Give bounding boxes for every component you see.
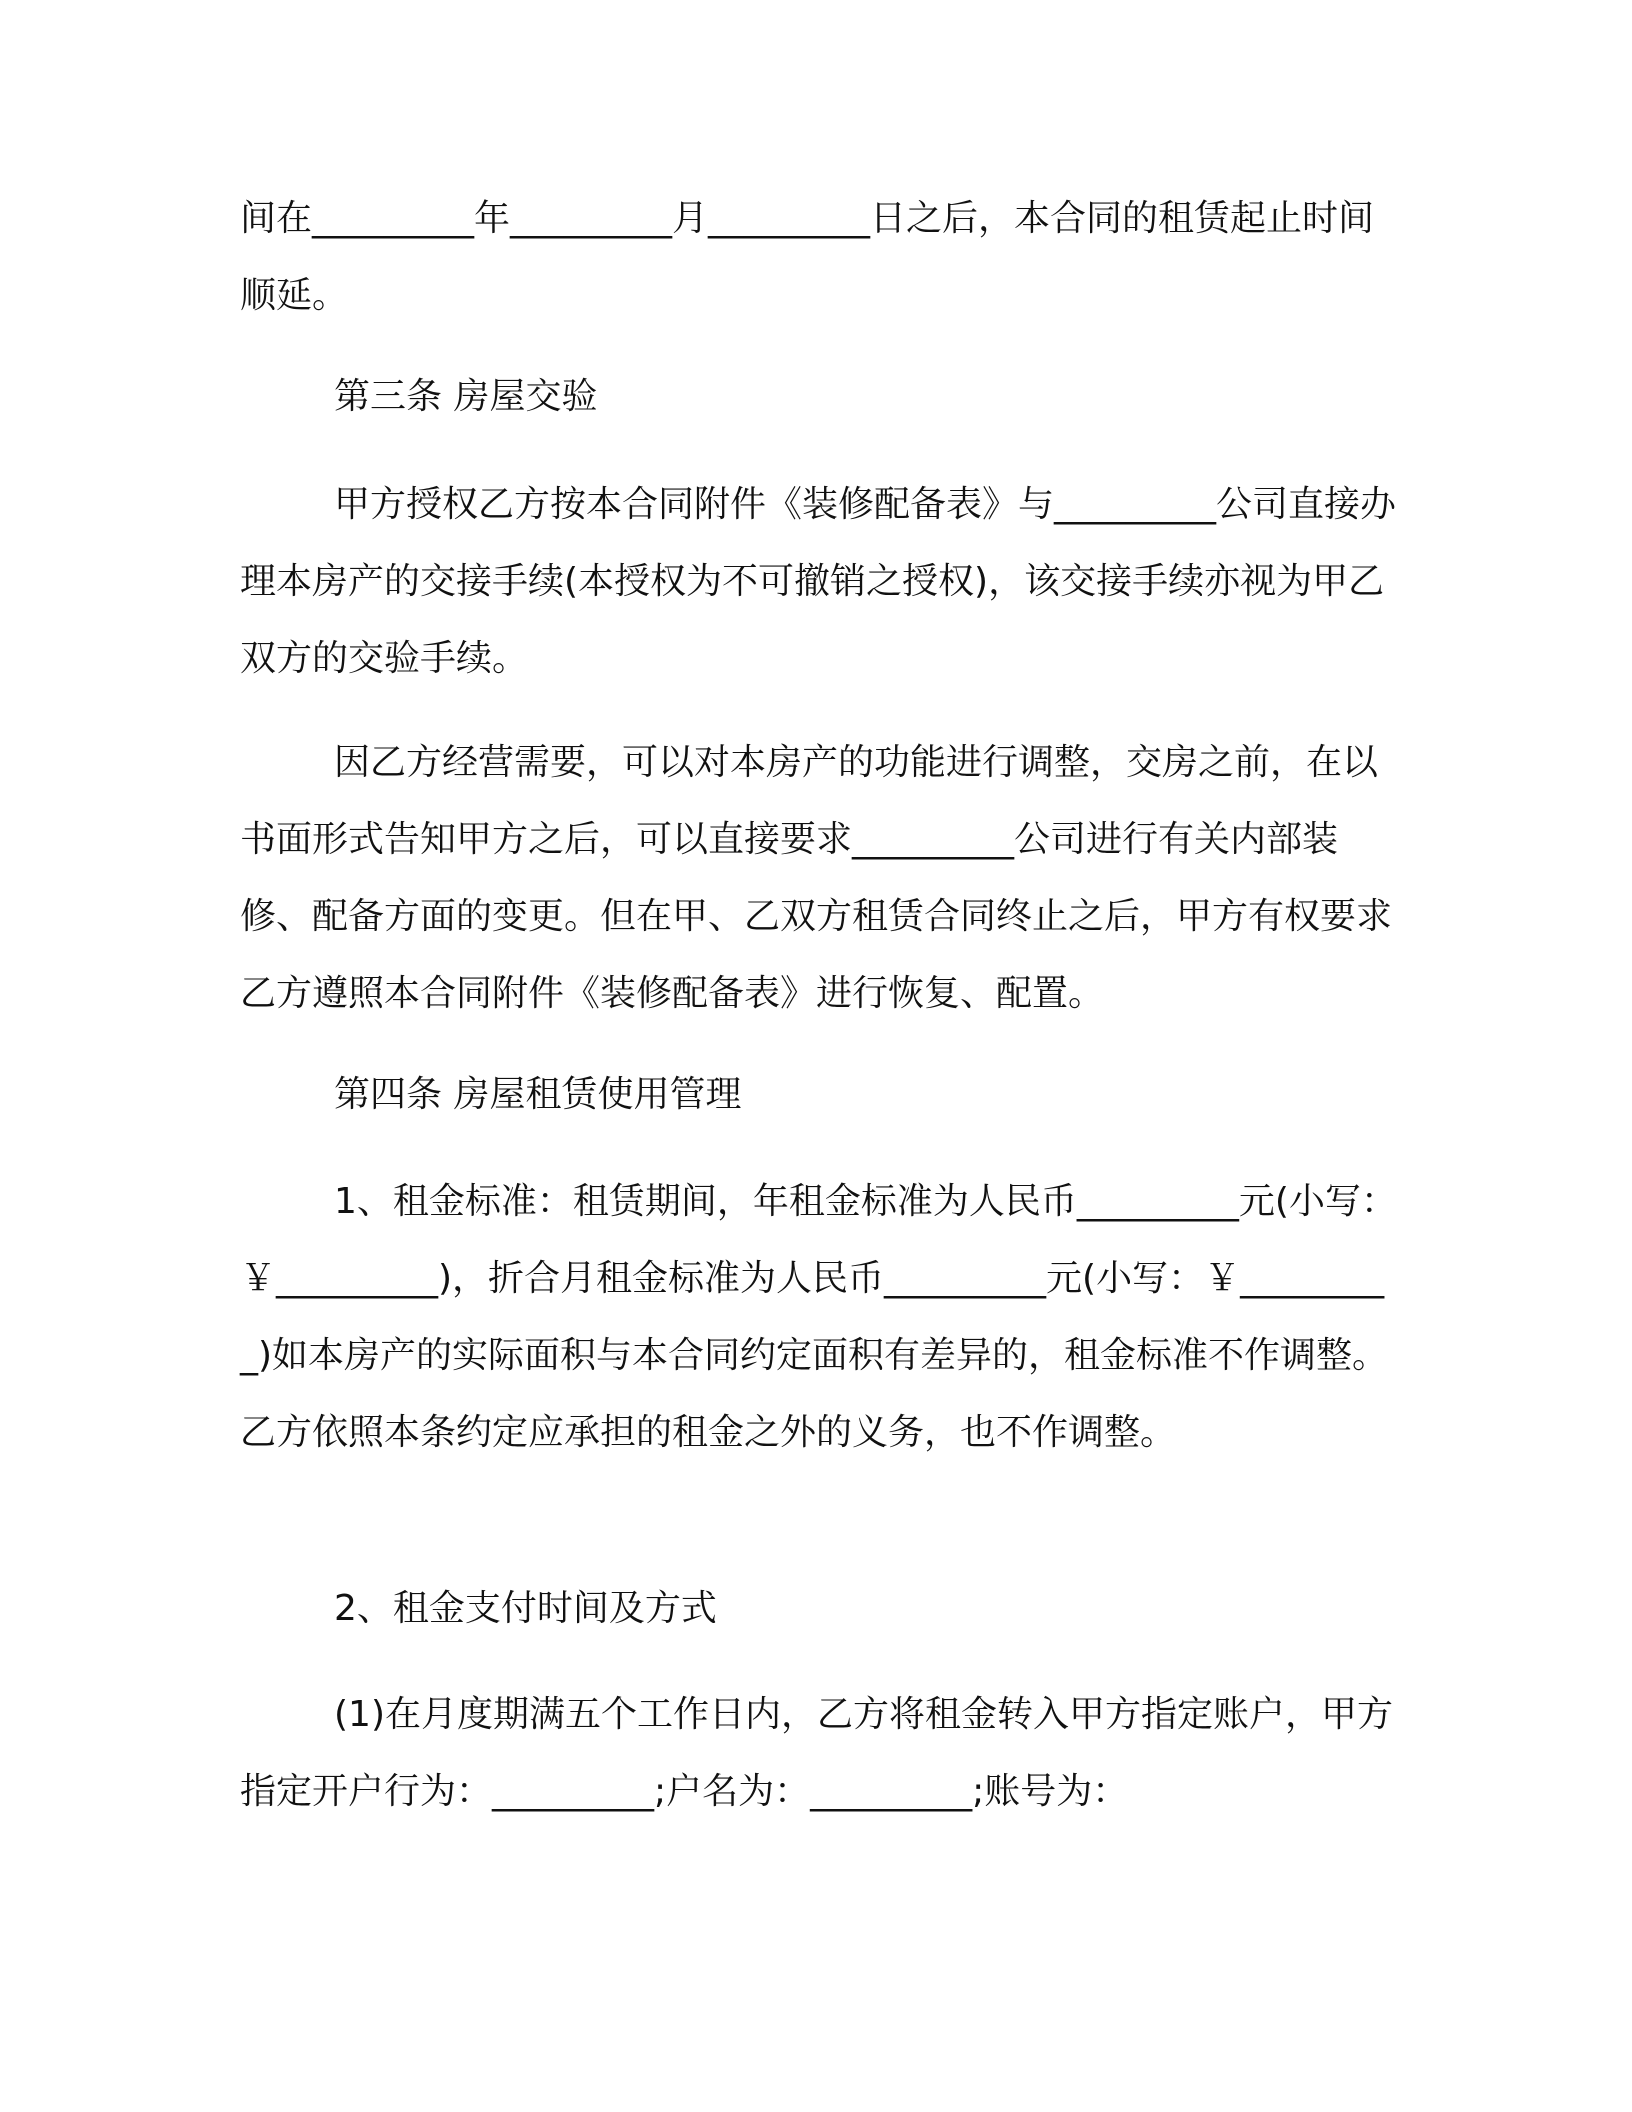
- paragraph-function-adjustment: 因乙方经营需要，可以对本房产的功能进行调整，交房之前，在以书面形式告知甲方之后，可以直接要求_________公司进行有关内部装修、配备方面的变更。但在甲、乙双方租赁合同终止之后，甲方有权要求乙方遵照本合同附件《装修配备表》进行恢复、配置。: [240, 742, 1393, 1014]
- paragraph-payment-heading: 2、租金支付时间及方式: [334, 1588, 717, 1629]
- article-4-heading: 第四条 房屋租赁使用管理: [334, 1074, 742, 1115]
- paragraph-payment-account: (1)在月度期满五个工作日内，乙方将租金转入甲方指定账户，甲方指定开户行为：_________;户名为：_________;账号为：: [240, 1694, 1393, 1812]
- paragraph-lease-extension: 间在_________年_________月_________日之后，本合同的租赁起止时间顺延。: [240, 198, 1375, 316]
- paragraph-handover-authorization: 甲方授权乙方按本合同附件《装修配备表》与_________公司直接办理本房产的交接手续(本授权为不可撤销之授权)，该交接手续亦视为甲乙双方的交验手续。: [240, 484, 1397, 679]
- paragraph-rent-standard: 1、租金标准：租赁期间，年租金标准为人民币_________元(小写：￥_________)，折合月租金标准为人民币_________元(小写：￥_________)如本房产的实际面积与本合同约定面积有差异的，租金标准不作调整。乙方依照本条约定应承担的租金之外的义务，也不作调整。: [240, 1181, 1397, 1453]
- article-3-heading: 第三条 房屋交验: [334, 376, 598, 417]
